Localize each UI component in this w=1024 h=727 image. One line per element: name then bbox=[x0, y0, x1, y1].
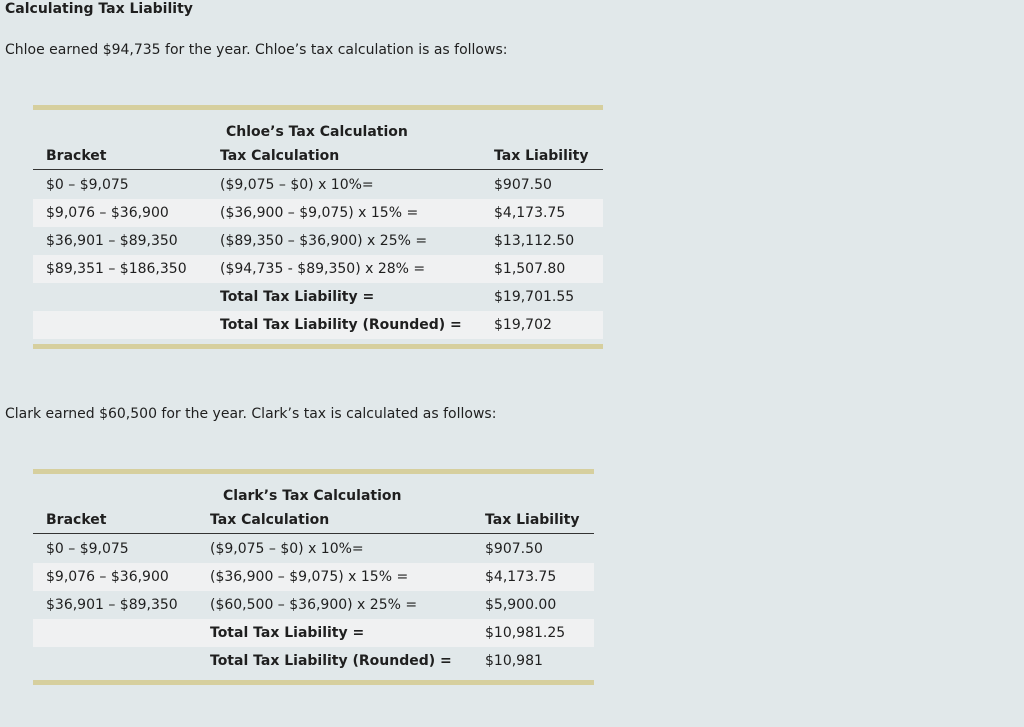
table-row bbox=[33, 535, 594, 563]
liability-cell: $907.50 bbox=[485, 541, 543, 557]
rounded-total-label: Total Tax Liability (Rounded) = bbox=[210, 653, 452, 669]
header-tax-calculation: Tax Calculation bbox=[220, 148, 340, 164]
table-row bbox=[33, 563, 594, 591]
bracket-cell: $36,901 – $89,350 bbox=[46, 233, 178, 249]
table-row bbox=[33, 591, 594, 619]
clark-intro: Clark earned $60,500 for the year. Clark’s tax is calculated as follows: bbox=[5, 406, 497, 422]
total-row bbox=[33, 619, 594, 647]
header-tax-calculation: Tax Calculation bbox=[210, 512, 330, 528]
total-label: Total Tax Liability = bbox=[210, 625, 365, 641]
bracket-cell: $9,076 – $36,900 bbox=[46, 569, 169, 585]
table-row bbox=[33, 227, 603, 255]
total-row bbox=[33, 283, 603, 311]
clark-tax-table bbox=[33, 469, 594, 685]
rounded-total-row bbox=[33, 311, 603, 339]
liability-cell: $4,173.75 bbox=[494, 205, 566, 221]
bracket-cell: $36,901 – $89,350 bbox=[46, 597, 178, 613]
table-caption: Clark’s Tax Calculation bbox=[223, 488, 402, 504]
bracket-cell: $0 – $9,075 bbox=[46, 177, 129, 193]
calculation-cell: ($9,075 – $0) x 10%= bbox=[220, 177, 374, 193]
rounded-total-value: $19,702 bbox=[494, 317, 552, 333]
bracket-cell: $0 – $9,075 bbox=[46, 541, 129, 557]
total-label: Total Tax Liability = bbox=[220, 289, 375, 305]
table-header-row bbox=[33, 145, 603, 170]
liability-cell: $13,112.50 bbox=[494, 233, 575, 249]
chloe-tax-table bbox=[33, 105, 603, 349]
rounded-total-label: Total Tax Liability (Rounded) = bbox=[220, 317, 462, 333]
rounded-total-row bbox=[33, 647, 594, 675]
table-bottom-rule bbox=[33, 344, 603, 349]
header-bracket: Bracket bbox=[46, 148, 107, 164]
calculation-cell: ($89,350 – $36,900) x 25% = bbox=[220, 233, 428, 249]
table-row bbox=[33, 255, 603, 283]
header-tax-liability: Tax Liability bbox=[485, 512, 580, 528]
chloe-intro: Chloe earned $94,735 for the year. Chloe’s tax calculation is as follows: bbox=[5, 42, 508, 58]
page-title: Calculating Tax Liability bbox=[5, 1, 193, 17]
liability-cell: $907.50 bbox=[494, 177, 552, 193]
calculation-cell: ($60,500 – $36,900) x 25% = bbox=[210, 597, 418, 613]
rounded-total-value: $10,981 bbox=[485, 653, 543, 669]
liability-cell: $5,900.00 bbox=[485, 597, 557, 613]
table-caption: Chloe’s Tax Calculation bbox=[226, 124, 408, 140]
liability-cell: $1,507.80 bbox=[494, 261, 566, 277]
total-value: $10,981.25 bbox=[485, 625, 566, 641]
table-row bbox=[33, 199, 603, 227]
table-header-row bbox=[33, 509, 594, 534]
calculation-cell: ($94,735 - $89,350) x 28% = bbox=[220, 261, 426, 277]
bracket-cell: $89,351 – $186,350 bbox=[46, 261, 187, 277]
liability-cell: $4,173.75 bbox=[485, 569, 557, 585]
table-top-rule bbox=[33, 105, 603, 110]
total-value: $19,701.55 bbox=[494, 289, 575, 305]
header-tax-liability: Tax Liability bbox=[494, 148, 589, 164]
table-row bbox=[33, 171, 603, 199]
header-bracket: Bracket bbox=[46, 512, 107, 528]
table-bottom-rule bbox=[33, 680, 594, 685]
calculation-cell: ($9,075 – $0) x 10%= bbox=[210, 541, 364, 557]
bracket-cell: $9,076 – $36,900 bbox=[46, 205, 169, 221]
table-top-rule bbox=[33, 469, 594, 474]
calculation-cell: ($36,900 – $9,075) x 15% = bbox=[210, 569, 409, 585]
calculation-cell: ($36,900 – $9,075) x 15% = bbox=[220, 205, 419, 221]
